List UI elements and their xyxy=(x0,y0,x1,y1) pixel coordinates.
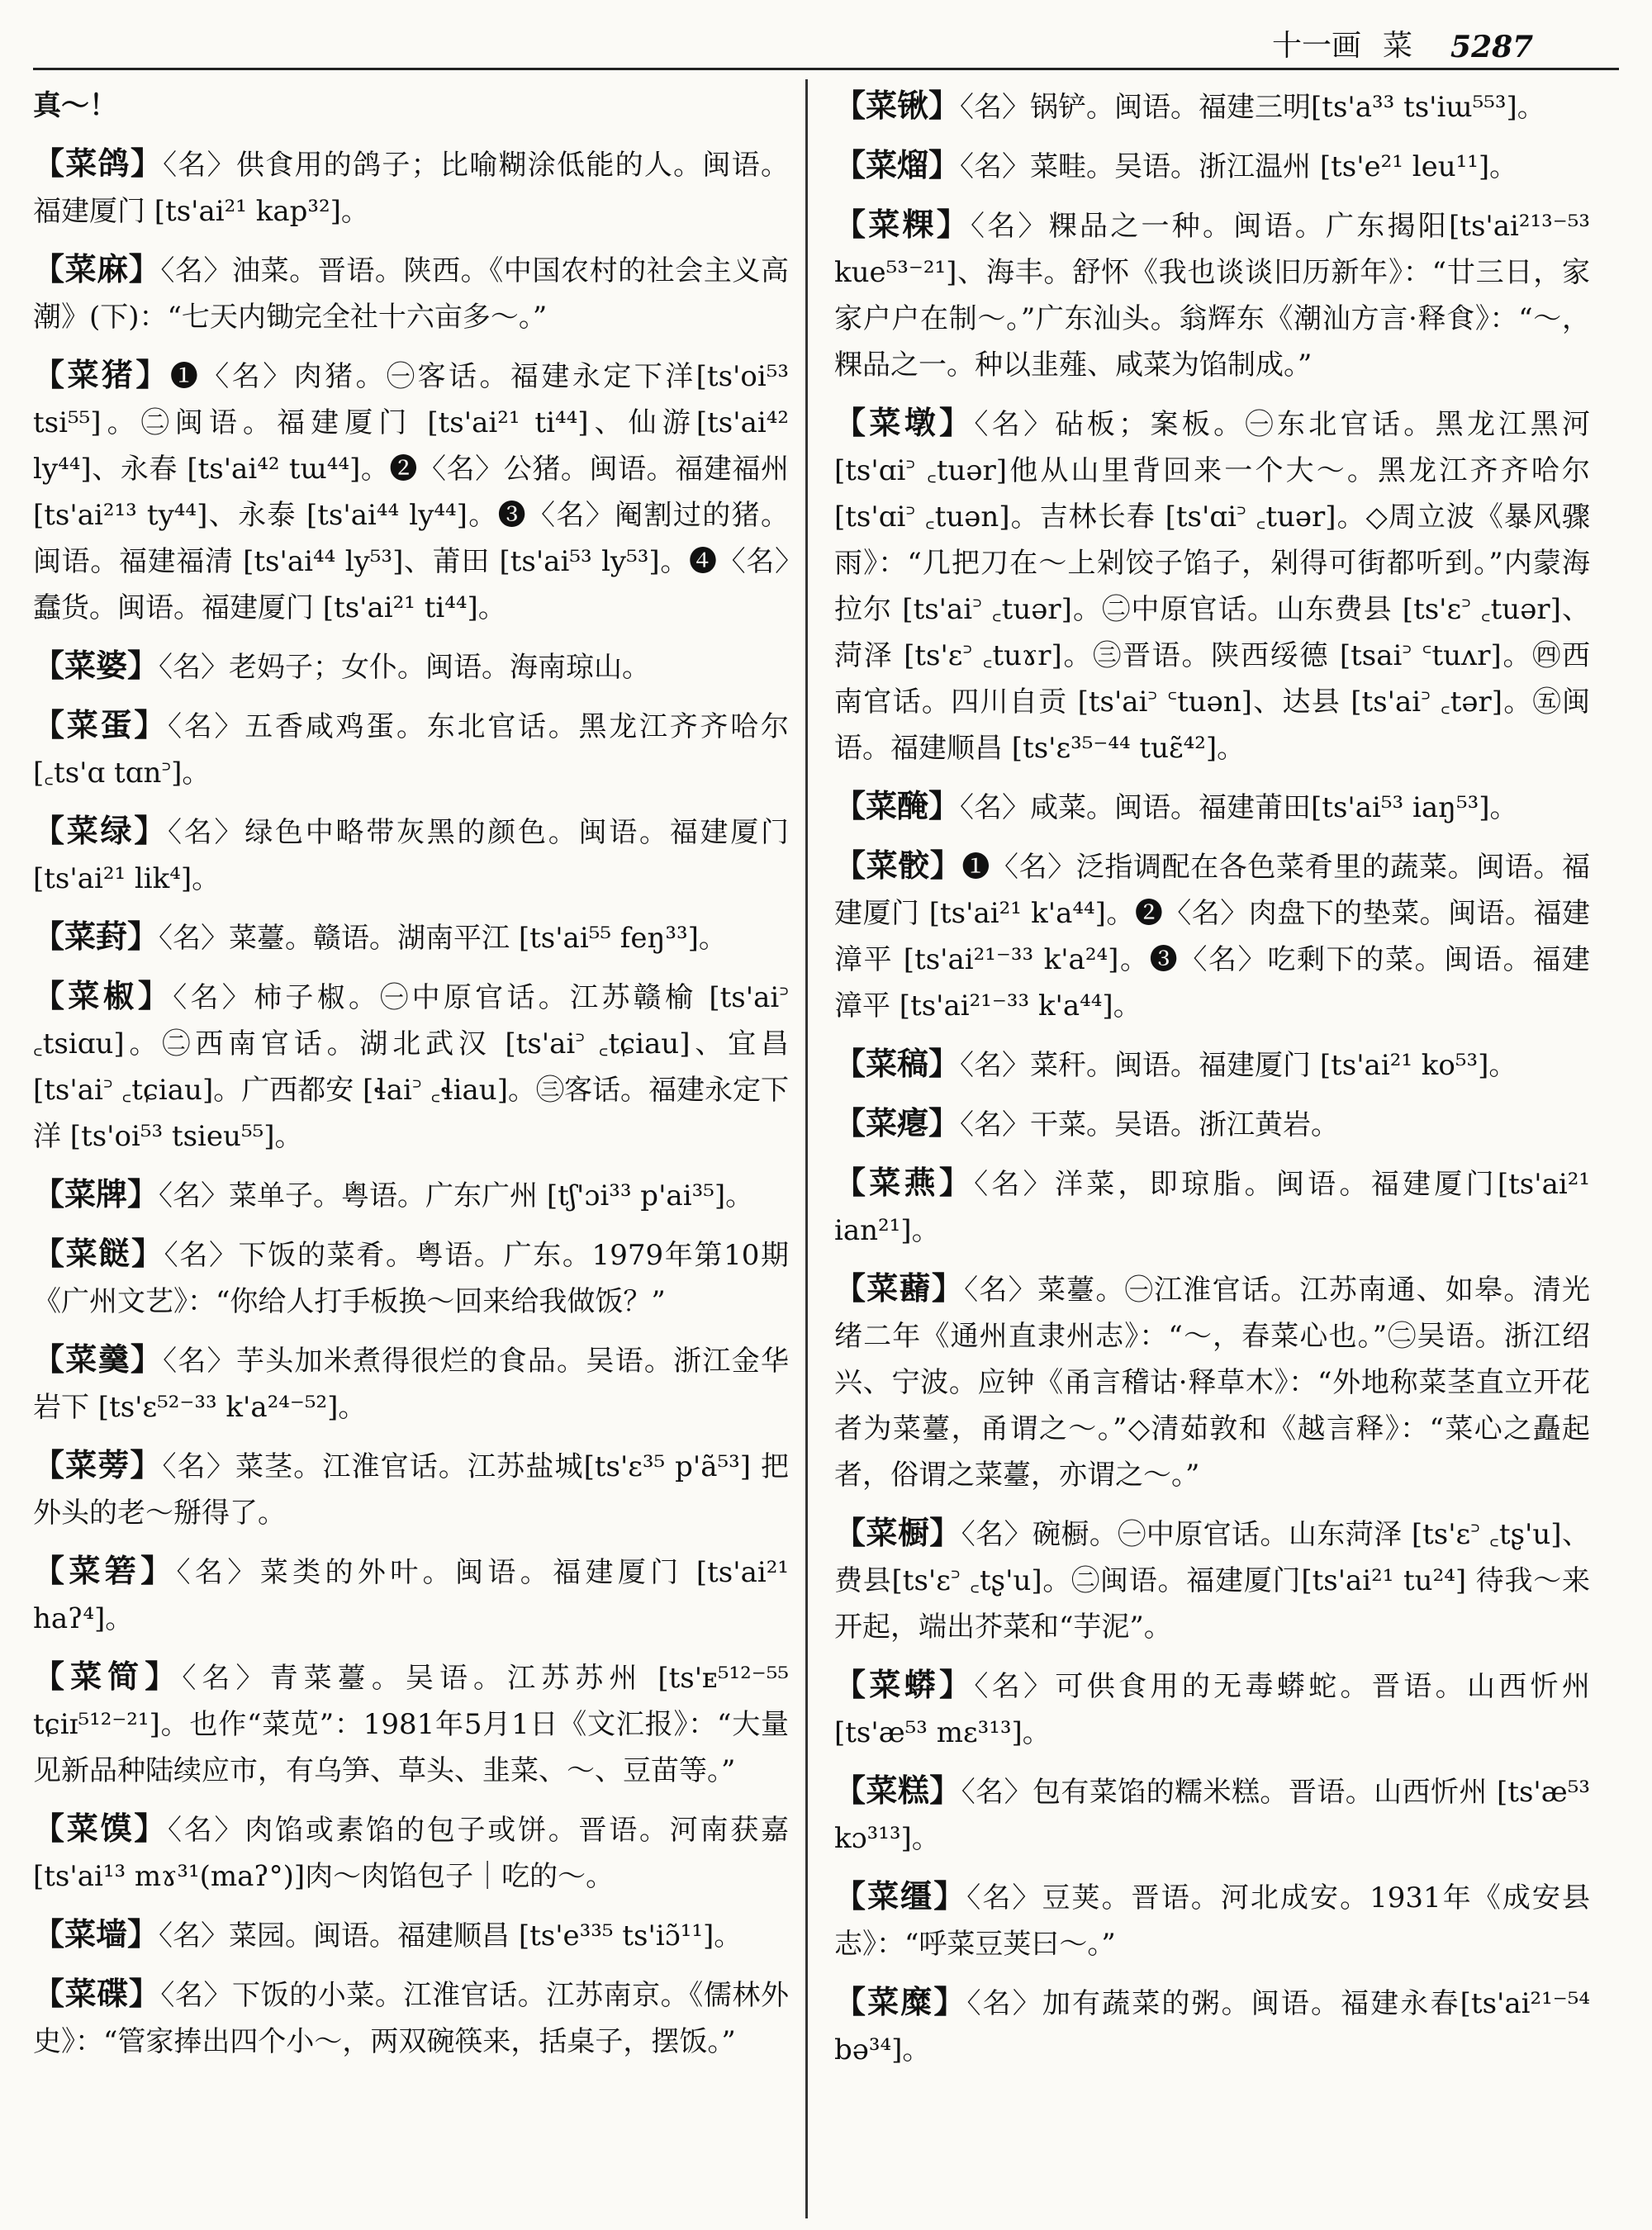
dictionary-entry xyxy=(834,783,1590,831)
entry-definition: 〈名〉菜类的外叶。闽语。福建厦门 [ts'ai²¹ haʔ⁴]。 xyxy=(33,1556,789,1635)
continuation-text: 真～！ xyxy=(33,89,117,122)
dictionary-entry xyxy=(834,83,1590,130)
entry-headword: 【菜麻】 xyxy=(33,250,161,287)
entry-definition: 〈名〉菜畦。吴语。浙江温州 [ts'e²¹ leu¹¹]。 xyxy=(960,150,1518,183)
entry-headword: 【菜蒡】 xyxy=(33,1446,163,1483)
header-radical: 十一画 xyxy=(1272,29,1362,63)
entry-headword: 【菜蟒】 xyxy=(834,1666,975,1703)
dictionary-entry xyxy=(834,842,1590,1029)
dictionary-entry xyxy=(33,140,789,235)
entry-definition: 〈名〉下饭的小菜。江淮官话。江苏南京。《儒林外史》：“管家捧出四个小～，两双碗筷来，括桌子，摆饭。” xyxy=(33,1979,789,2058)
entry-headword: 【菜蘛】 xyxy=(834,1269,965,1307)
header-rule xyxy=(33,68,1619,70)
entry-definition: 〈名〉柿子椒。㊀中原官话。江苏赣榆 [ts'ai꜄ ꜀tsiɑu]。㊁西南官话。湖北武汉 [ts'ai꜄ ꜀tɕiau]、宜昌 [ts'ai꜄ ꜀tɕiau]。广西都安 [ɬai꜄ ꜀ɬiau]。㊂客话。福建永定下洋 [ts'oi⁵³ tsieu⁵⁵]。 xyxy=(33,981,789,1153)
entry-definition: 〈名〉豆荚。晋语。河北成安。1931年《成安县志》：“呼菜豆荚曰～。” xyxy=(834,1881,1590,1961)
dictionary-entry xyxy=(33,643,789,690)
column-divider xyxy=(805,79,808,2218)
entry-headword: 【菜餸】 xyxy=(33,1235,164,1272)
entry-headword: 【菜稿】 xyxy=(834,1045,961,1082)
left-column xyxy=(33,83,789,2076)
dictionary-entry xyxy=(834,1041,1590,1089)
entry-definition: 〈名〉咸菜。闽语。福建莆田[ts'ai⁵³ iaŋ⁵³]。 xyxy=(960,791,1518,824)
entry-definition: 〈名〉供食用的鸽子；比喻糊涂低能的人。闽语。福建厦门 [ts'ai²¹ kap³²]。 xyxy=(33,149,789,228)
entry-headword: 【菜糕】 xyxy=(834,1772,961,1809)
dictionary-entry xyxy=(33,973,789,1160)
page-number: 5287 xyxy=(1450,30,1534,64)
dictionary-entry xyxy=(834,400,1590,771)
page-header xyxy=(1272,18,1619,64)
entry-definition: 〈名〉青菜薹。吴语。江苏苏州 [ts'ᴇ⁵¹²⁻⁵⁵ tɕiɪ⁵¹²⁻²¹]。也作“菜苋”：1981年5月1日《文汇报》：“大量见新品种陆续应市，有乌笋、草头、韭菜、～、豆苗等。” xyxy=(33,1662,789,1787)
dictionary-entry xyxy=(834,1160,1590,1254)
entry-headword: 【菜橱】 xyxy=(834,1514,961,1551)
dictionary-entry xyxy=(33,1442,789,1536)
entry-headword: 【菜锹】 xyxy=(834,87,961,124)
entry-definition: 〈名〉油菜。晋语。陕西。《中国农村的社会主义高潮》(下)：“七天内锄完全社十六亩多～。” xyxy=(33,254,789,334)
dictionary-entry xyxy=(834,1979,1590,2073)
entry-definition: 〈名〉五香咸鸡蛋。东北官话。黑龙江齐齐哈尔 [꜀ts'ɑ tɑn꜄]。 xyxy=(33,710,789,790)
entry-headword: 【菜羹】 xyxy=(33,1340,164,1378)
entry-definition: 〈名〉锅铲。闽语。福建三明[ts'a³³ ts'iɯ⁵⁵³]。 xyxy=(960,91,1545,124)
entry-headword: 【菜馍】 xyxy=(33,1810,168,1847)
entry-definition: 〈名〉包有菜馅的糯米糕。晋语。山西忻州 [ts'æ⁵³ kɔ³¹³]。 xyxy=(834,1776,1590,1855)
entry-definition: 〈名〉菜薹。㊀江淮官话。江苏南通、如皋。清光绪二年《通州直隶州志》：“～，春菜心也。”㊁吴语。浙江绍兴、宁波。应钟《甬言稽诂·释草木》：“外地称菜茎直立开花者为菜薹，甬谓之～。”◇清茹敦和《越言释》：“菜心之矗起者，俗谓之菜薹，亦谓之～。” xyxy=(834,1274,1590,1492)
dictionary-entry xyxy=(834,1767,1590,1862)
entry-headword: 【菜骹】 xyxy=(834,847,962,884)
entry-headword: 【菜椒】 xyxy=(33,977,173,1014)
dictionary-entry xyxy=(834,1873,1590,1967)
entry-definition: 〈名〉可供食用的无毒蟒蛇。晋语。山西忻州 [ts'æ⁵³ mɛ³¹³]。 xyxy=(834,1670,1590,1749)
entry-definition: 〈名〉下饭的菜肴。粤语。广东。1979年第10期《广州文艺》：“你给人打手板换～回来给我做饭？” xyxy=(33,1239,789,1318)
dictionary-entry xyxy=(33,1911,789,1959)
dictionary-entry xyxy=(834,1100,1590,1148)
entry-definition: 〈名〉粿品之一种。闽语。广东揭阳[ts'ai²¹³⁻⁵³ kue⁵³⁻²¹]、海丰。舒怀《我也谈谈旧历新年》：“廿三日，家家户户在制～。”广东汕头。翁辉东《潮汕方言·释食》：“～，粿品之一。种以韭薤、咸菜为馅制成。” xyxy=(834,210,1590,382)
dictionary-entry xyxy=(33,1654,789,1794)
entry-headword: 【菜粿】 xyxy=(834,206,971,243)
entry-definition: 〈名〉菜单子。粤语。广东广州 [tʃ'ɔi³³ p'ai³⁵]。 xyxy=(159,1179,754,1212)
right-column xyxy=(834,83,1590,2085)
entry-definition: 〈名〉洋菜，即琼脂。闽语。福建厦门[ts'ai²¹ ian²¹]。 xyxy=(834,1168,1590,1247)
dictionary-entry xyxy=(834,1662,1590,1756)
entry-definition: 〈名〉芋头加米煮得很烂的食品。吴语。浙江金华岩下 [ts'ɛ⁵²⁻³³ k'a²⁴⁻⁵²]。 xyxy=(33,1345,789,1424)
dictionary-entry xyxy=(33,1548,789,1642)
entry-headword: 【菜绿】 xyxy=(33,812,168,849)
dictionary-entry xyxy=(834,142,1590,190)
entry-definition: 〈名〉加有蔬菜的粥。闽语。福建永春[ts'ai²¹⁻⁵⁴ bə³⁴]。 xyxy=(834,1987,1590,2066)
entry-headword: 【菜婆】 xyxy=(33,647,159,684)
entry-headword: 【菜熘】 xyxy=(834,146,961,183)
dictionary-entry xyxy=(33,1171,789,1219)
dictionary-entry xyxy=(834,1510,1590,1650)
entry-headword: 【菜牌】 xyxy=(33,1175,159,1212)
entry-headword: 【菜瘪】 xyxy=(834,1104,961,1141)
entry-definition: 〈名〉砧板；案板。㊀东北官话。黑龙江黑河 [ts'ɑi꜄ ꜀tuər]他从山里背回来一个大～。黑龙江齐齐哈尔 [ts'ɑi꜄ ꜀tuən]。吉林长春 [ts'ɑi꜄ ꜀tuər]。◇周立波《暴风骤雨》：“几把刀在～上剁饺子馅子，剁得可街都听到。”内蒙海拉尔 [ts'ai꜄ ꜀tuər]。㊁中原官话。山东费县 [ts'ɛ꜄ ꜀tuər]、菏泽 [ts'ɛ꜄ ꜀tuɤr]。㊂晋语。陕西绥德 [tsai꜄ ꜂tuʌr]。㊃西南官话。四川自贡 [ts'ai꜄ ꜂tuən]、达县 [ts'ai꜄ ꜀tər]。㊄闽语。福建顺昌 [ts'ɛ³⁵⁻⁴⁴ tuɛ̃⁴²]。 xyxy=(834,408,1590,765)
entry-definition: 〈名〉菜薹。赣语。湖南平江 [ts'ai⁵⁵ feŋ³³]。 xyxy=(159,922,727,955)
entry-definition: 〈名〉干菜。吴语。浙江黄岩。 xyxy=(960,1108,1340,1141)
entry-headword: 【菜葑】 xyxy=(33,918,159,955)
dictionary-entry xyxy=(33,246,789,340)
dictionary-entry xyxy=(834,202,1590,388)
dictionary-entry xyxy=(834,1265,1590,1498)
entry-definition: 〈名〉碗橱。㊀中原官话。山东菏泽 [ts'ɛ꜄ ꜀tʂ'u]、费县[ts'ɛ꜄ ꜀tʂ'u]。㊁闽语。福建厦门[ts'ai²¹ tu²⁴] 待我～来开起，端出芥菜和“芋泥”。 xyxy=(834,1518,1590,1644)
entry-headword: 【菜燕】 xyxy=(834,1164,975,1201)
dictionary-entry xyxy=(33,808,789,902)
entry-headword: 【菜鸽】 xyxy=(33,145,164,182)
entry-definition: ❶〈名〉肉猪。㊀客话。福建永定下洋[ts'oi⁵³ tsi⁵⁵]。㊁闽语。福建厦门 [ts'ai²¹ ti⁴⁴]、仙游[ts'ai⁴² ly⁴⁴]、永春 [ts'ai⁴² tɯ⁴⁴]。❷〈名〉公猪。闽语。福建福州 [ts'ai²¹³ ty⁴⁴]、永泰 [ts'ai⁴⁴ ly⁴⁴]。❸〈名〉阉割过的猪。闽语。福建福清 [ts'ai⁴⁴ ly⁵³]、莆田 [ts'ai⁵³ ly⁵³]。❹〈名〉蠢货。闽语。福建厦门 [ts'ai²¹ ti⁴⁴]。 xyxy=(33,360,789,624)
entry-headword: 【菜箬】 xyxy=(33,1552,177,1589)
dictionary-entry xyxy=(33,1971,789,2065)
entry-headword: 【菜缰】 xyxy=(834,1877,967,1914)
entry-definition: 〈名〉老妈子；女仆。闽语。海南琼山。 xyxy=(159,651,651,684)
entry-headword: 【菜墙】 xyxy=(33,1915,159,1952)
entry-headword: 【菜碟】 xyxy=(33,1975,161,2012)
entry-headword: 【菜醃】 xyxy=(834,787,961,824)
dictionary-entry xyxy=(33,1231,789,1325)
entry-headword: 【菜简】 xyxy=(33,1658,183,1695)
entry-headword: 【菜蛋】 xyxy=(33,706,168,743)
entry-definition: 〈名〉绿色中略带灰黑的颜色。闽语。福建厦门 [ts'ai²¹ lik⁴]。 xyxy=(33,816,789,895)
dictionary-entry xyxy=(33,1805,789,1900)
entry-definition: 〈名〉肉馅或素馅的包子或饼。晋语。河南获嘉 [ts'ai¹³ mɤ³¹(maʔ°)]肉～肉馅包子｜吃的～。 xyxy=(33,1814,789,1893)
dictionary-entry xyxy=(33,352,789,631)
entry-definition: 〈名〉菜秆。闽语。福建厦门 [ts'ai²¹ ko⁵³]。 xyxy=(960,1049,1517,1082)
entry-definition: 〈名〉菜茎。江淮官话。江苏盐城[ts'ɛ³⁵ p'ã⁵³] 把外头的老～掰得了。 xyxy=(33,1450,789,1530)
entry-headword: 【菜猪】 xyxy=(33,356,170,393)
dictionary-entry xyxy=(33,702,789,796)
dictionary-entry xyxy=(33,1336,789,1431)
entry-definition: ❶〈名〉泛指调配在各色菜肴里的蔬菜。闽语。福建厦门 [ts'ai²¹ k'a⁴⁴]。❷〈名〉肉盘下的垫菜。闽语。福建漳平 [ts'ai²¹⁻³³ k'a²⁴]。❸〈名〉吃剩下的菜。闽语。福建漳平 [ts'ai²¹⁻³³ k'a⁴⁴]。 xyxy=(834,851,1590,1022)
entry-definition: 〈名〉菜园。闽语。福建顺昌 [ts'e³³⁵ ts'iɔ̃¹¹]。 xyxy=(159,1919,743,1952)
entry-headword: 【菜墩】 xyxy=(834,404,975,441)
header-char: 菜 xyxy=(1383,29,1413,63)
dictionary-entry xyxy=(33,913,789,961)
entry-headword: 【菜糜】 xyxy=(834,1983,967,2020)
